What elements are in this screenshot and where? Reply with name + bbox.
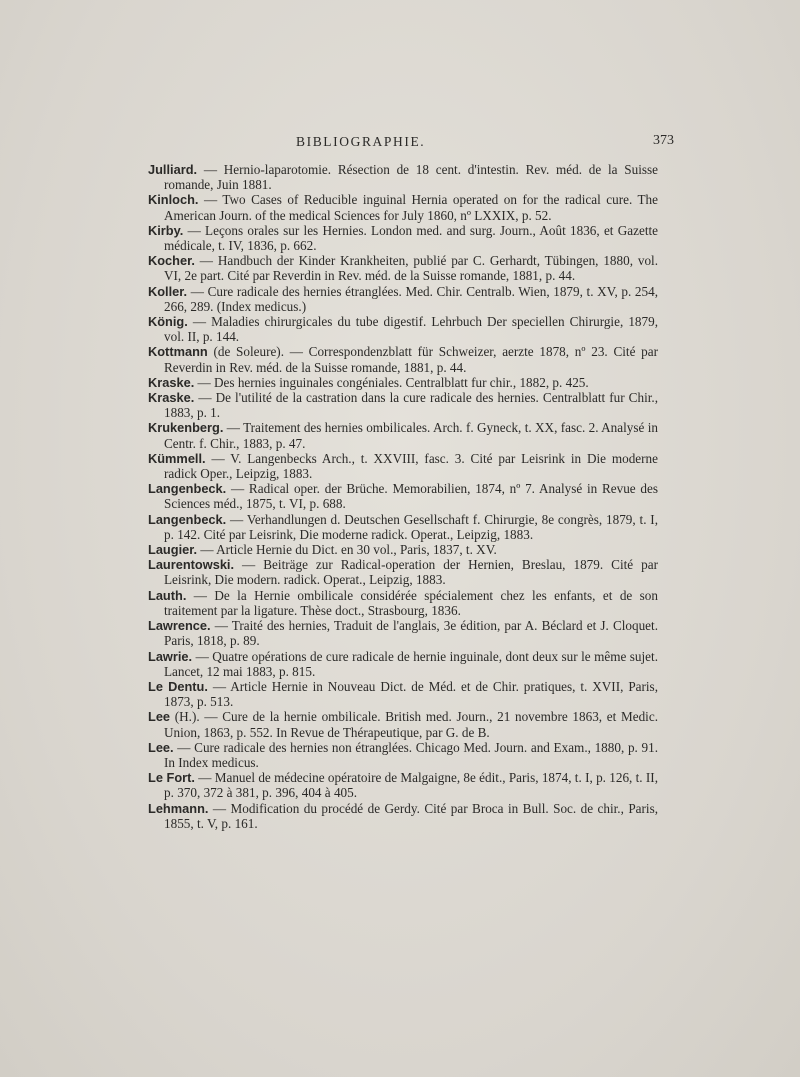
entry-text: (H.). — Cure de la hernie ombilicale. British med. Journ., 21 novembre 1863, et Medic. Union, 1863, p. 552. In Revue de Thérapeutique, par G. de B.: [164, 709, 658, 740]
entry-author: Kottmann: [148, 344, 208, 360]
bibliography-entry: [148, 314, 658, 344]
entry-text: — Manuel de médecine opératoire de Malgaigne, 8e édit., Paris, 1874, t. I, p. 126, t. II, p. 370, 372 à 381, p. 396, 404 à 405.: [164, 770, 658, 801]
entry-author: Lee: [148, 709, 171, 725]
bibliography-entry: [148, 557, 658, 587]
bibliography-entry: [148, 770, 658, 800]
bibliography-entry: [148, 588, 658, 618]
entry-author: Kümmell.: [148, 450, 206, 466]
bibliography-entry: [148, 649, 658, 679]
bibliography-entry: [148, 253, 658, 283]
entry-author: König.: [148, 314, 188, 330]
entry-author: Kraske.: [148, 390, 195, 406]
entry-text: — Des hernies inguinales congéniales. Centralblatt fur chir., 1882, p. 425.: [194, 374, 589, 390]
bibliography-entry: [148, 192, 658, 222]
entry-author: Lee.: [148, 739, 174, 755]
entry-author: Le Fort.: [148, 770, 195, 786]
bibliography-entry: [148, 420, 658, 450]
page-number: 373: [653, 133, 674, 148]
entry-author: Kraske.: [148, 374, 195, 390]
bibliography-entry: [148, 284, 658, 314]
entry-author: Lawrence.: [148, 618, 211, 634]
bibliography-entry: [148, 375, 658, 390]
entry-author: Kinloch.: [148, 192, 199, 208]
entry-text: — V. Langenbecks Arch., t. XXVIII, fasc. 3. Cité par Leisrink in Die moderne radick Oper., Leipzig, 1883.: [164, 450, 658, 482]
entry-text: — De l'utilité de la castration dans la cure radicale des hernies. Centralblatt fur Chir., 1883, p. 1.: [164, 390, 658, 421]
bibliography-entry: [148, 801, 658, 831]
entry-author: Laugier.: [148, 542, 198, 558]
entry-text: — De la Hernie ombilicale considérée spécialement chez les enfants, et de son traitement par la ligature. Thèse doct., Strasbourg, 1836.: [164, 587, 658, 618]
running-title: BIBLIOGRAPHIE.: [296, 134, 426, 149]
bibliography-entry: [148, 740, 658, 770]
bibliography-list: [148, 162, 658, 831]
entry-author: Langenbeck.: [148, 481, 227, 497]
bibliography-entry: [148, 512, 658, 542]
entry-text: — Cure radicale des hernies étranglées. Med. Chir. Centralb. Wien, 1879, t. XV, p. 254, 266, 289. (Index medicus.): [164, 283, 658, 314]
entry-author: Kocher.: [148, 253, 195, 269]
entry-text: — Traité des hernies, Traduit de l'anglais, 3e édition, par A. Béclard et J. Cloquet. Paris, 1818, p. 89.: [164, 618, 658, 649]
entry-text: — Radical oper. der Brüche. Memorabilien, 1874, nº 7. Analysé in Revue des Sciences méd., 1875, t. VI, p. 688.: [164, 481, 658, 512]
entry-text: — Article Hernie du Dict. en 30 vol., Paris, 1837, t. XV.: [197, 542, 497, 558]
entry-text: — Article Hernie in Nouveau Dict. de Méd. et de Chir. pratiques, t. XVII, Paris, 1873, p. 513.: [164, 678, 658, 710]
entry-author: Laurentowski.: [148, 557, 235, 573]
entry-author: Le Dentu.: [148, 678, 208, 694]
entry-text: — Leçons orales sur les Hernies. London med. and surg. Journ., Août 1836, et Gazette médicale, t. IV, 1836, p. 662.: [164, 222, 658, 254]
entry-author: Julliard.: [148, 162, 198, 177]
entry-author: Kirby.: [148, 222, 184, 238]
bibliography-entry: [148, 481, 658, 511]
bibliography-entry: [148, 709, 658, 739]
bibliography-entry: [148, 542, 658, 557]
bibliography-entry: [148, 162, 658, 192]
bibliography-entry: [148, 344, 658, 374]
page-header: [0, 132, 800, 154]
entry-text: — Maladies chirurgicales du tube digestif. Lehrbuch Der speciellen Chirurgie, 1879, vol. II, p. 144.: [164, 314, 658, 345]
entry-author: Lehmann.: [148, 800, 209, 816]
entry-text: — Cure radicale des hernies non étranglées. Chicago Med. Journ. and Exam., 1880, p. 91. In Index medicus.: [164, 739, 658, 770]
bibliography-entry: [148, 451, 658, 481]
entry-text: — Verhandlungen d. Deutschen Gesellschaft f. Chirurgie, 8e congrès, 1879, t. I, p. 142. Cité par Leisrink, Die moderne radick. Operat., Leipzig, 1883.: [164, 511, 658, 542]
entry-text: — Handbuch der Kinder Krankheiten, publié par C. Gerhardt, Tübingen, 1880, vol. VI, 2e part. Cité par Reverdin in Rev. méd. de la Suisse romande, 1881, p. 44.: [164, 253, 658, 284]
entry-text: — Two Cases of Reducible inguinal Hernia operated on for the radical cure. The American Journ. of the medical Sciences for July 1860, nº LXXIX, p. 52.: [164, 192, 658, 223]
entry-text: (de Soleure). — Correspondenzblatt für Schweizer, aerzte 1878, nº 23. Cité par Reverdin in Rev. méd. de la Suisse romande, 1881, p. 44.: [164, 344, 658, 375]
entry-author: Lauth.: [148, 587, 187, 603]
entry-author: Koller.: [148, 283, 188, 299]
entry-text: — Quatre opérations de cure radicale de hernie inguinale, dont deux sur le même sujet. Lancet, 12 mai 1883, p. 815.: [164, 648, 658, 679]
entry-author: Lawrie.: [148, 648, 193, 664]
bibliography-entry: [148, 618, 658, 648]
entry-author: Krukenberg.: [148, 420, 224, 436]
entry-text: — Beiträge zur Radical-operation der Hernien, Breslau, 1879. Cité par Leisrink, Die modern. radick. Operat., Leipzig, 1883.: [164, 557, 658, 588]
bibliography-entry: [148, 223, 658, 253]
entry-text: — Hernio-laparotomie. Résection de 18 cent. d'intestin. Rev. méd. de la Suisse romande, Juin 1881.: [164, 162, 658, 193]
entry-text: — Modification du procédé de Gerdy. Cité par Broca in Bull. Soc. de chir., Paris, 1855, t. V, p. 161.: [164, 800, 658, 831]
bibliography-entry: [148, 390, 658, 420]
bibliography-entry: [148, 679, 658, 709]
entry-text: — Traitement des hernies ombilicales. Arch. f. Gyneck, t. XX, fasc. 2. Analysé in Centr. f. Chir., 1883, p. 47.: [164, 420, 658, 451]
entry-author: Langenbeck.: [148, 511, 227, 527]
